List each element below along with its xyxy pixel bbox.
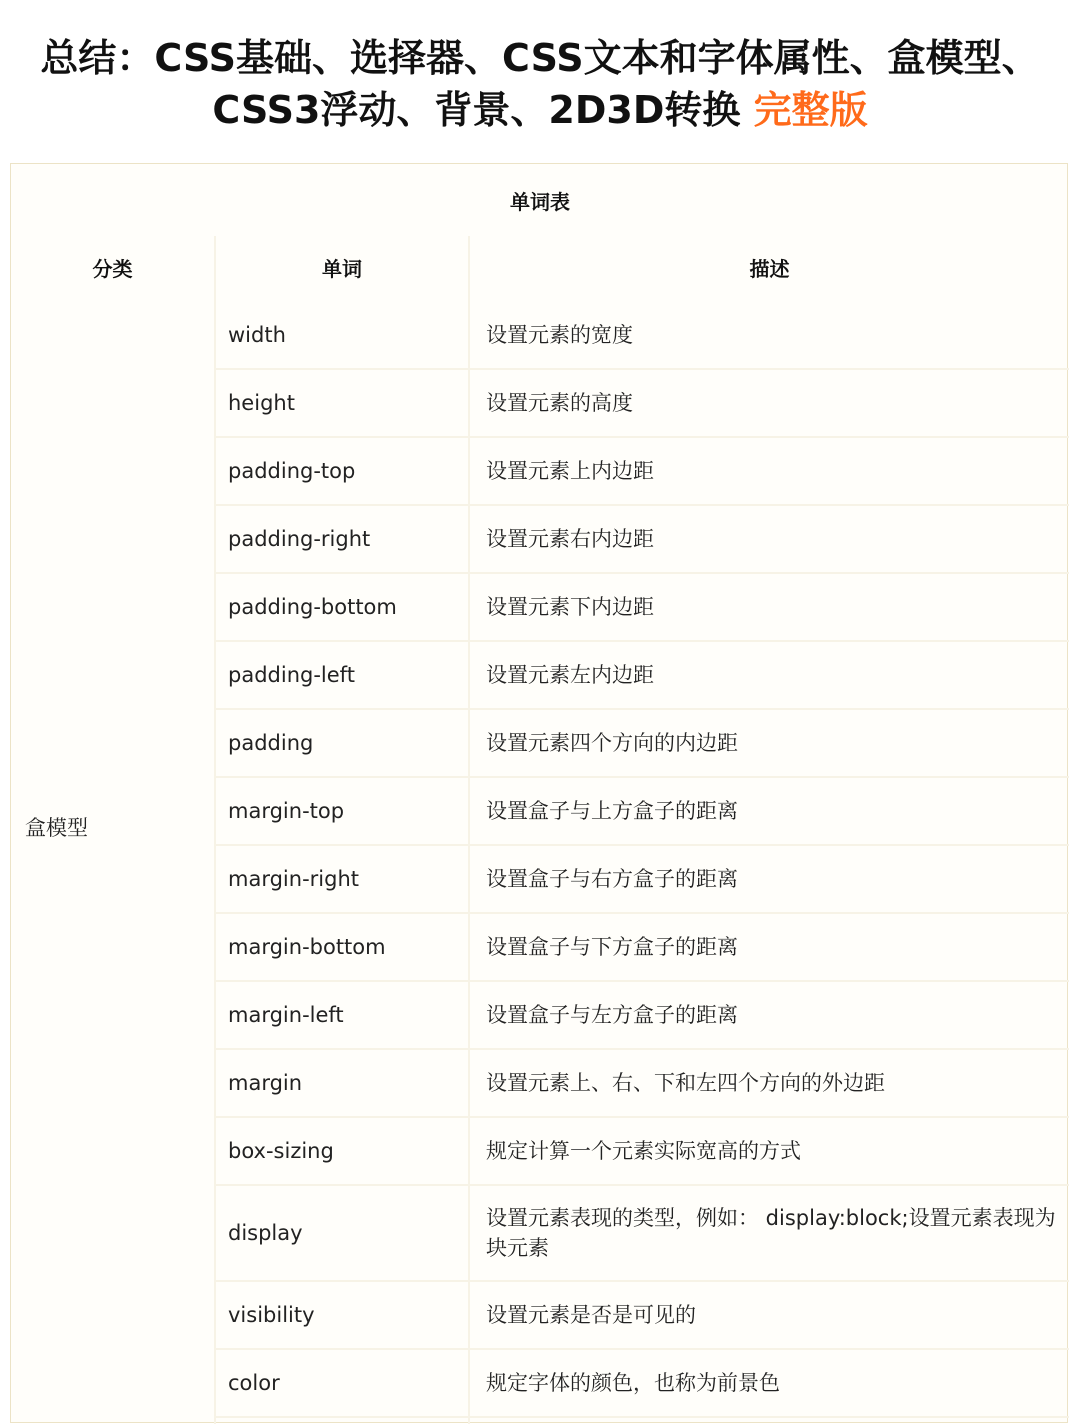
description-cell: 设置盒子与下方盒子的距离	[486, 935, 738, 959]
table-row	[216, 846, 1069, 914]
description-cell: 规定字体的颜色，也称为前景色	[486, 1371, 780, 1395]
description-cell: 设置元素左内边距	[486, 663, 654, 687]
table-row	[216, 642, 1069, 710]
description-cell: 设置元素上内边距	[486, 459, 654, 483]
table-row	[216, 914, 1069, 982]
description-cell: 规定计算一个元素实际宽高的方式	[486, 1139, 801, 1163]
word-cell: box-sizing	[228, 1139, 334, 1163]
page-title	[0, 32, 1080, 136]
header-word: 单词	[322, 257, 362, 281]
table-row	[216, 574, 1069, 642]
table-row	[216, 778, 1069, 846]
table-row	[216, 1282, 1069, 1350]
description-cell: 设置盒子与右方盒子的距离	[486, 867, 738, 891]
word-cell: display	[228, 1221, 303, 1245]
description-cell: 设置元素的宽度	[486, 323, 633, 347]
description-cell: 设置元素表现的类型，例如： display:block;设置元素表现为块元素	[486, 1206, 1056, 1260]
description-cell: 设置元素四个方向的内边距	[486, 731, 738, 755]
table-row	[216, 370, 1069, 438]
word-cell: margin	[228, 1071, 303, 1095]
table-row	[216, 1050, 1069, 1118]
table-row	[216, 1186, 1069, 1282]
word-cell: padding-top	[228, 459, 356, 483]
description-cell: 设置元素下内边距	[486, 595, 654, 619]
description-cell: 设置元素右内边距	[486, 527, 654, 551]
word-cell: width	[228, 323, 286, 347]
table-body	[216, 302, 1069, 1418]
category-cell	[11, 302, 214, 1424]
word-cell: padding-right	[228, 527, 371, 551]
description-cell: 设置盒子与上方盒子的距离	[486, 799, 738, 823]
description-cell: 设置元素的高度	[486, 391, 633, 415]
description-cell: 设置元素上、右、下和左四个方向的外边距	[486, 1071, 885, 1095]
word-cell: padding-left	[228, 663, 355, 687]
word-cell: margin-left	[228, 1003, 344, 1027]
word-cell: visibility	[228, 1303, 315, 1327]
word-cell: height	[228, 391, 295, 415]
category-label: 盒模型	[25, 816, 88, 840]
table-row	[216, 438, 1069, 506]
table-caption: 单词表	[510, 190, 570, 214]
word-cell: margin-top	[228, 799, 345, 823]
word-cell: color	[228, 1371, 280, 1395]
header-description: 描述	[749, 257, 790, 281]
table-row	[216, 982, 1069, 1050]
title-line-2-main: CSS3浮动、背景、2D3D转换	[212, 88, 741, 132]
header-category: 分类	[92, 257, 133, 281]
description-cell: 设置元素是否是可见的	[486, 1303, 696, 1327]
title-line-2	[0, 84, 1080, 136]
table-row	[216, 710, 1069, 778]
word-cell: margin-bottom	[228, 935, 386, 959]
vocabulary-table	[10, 163, 1068, 1423]
word-cell: padding-bottom	[228, 595, 397, 619]
table-row	[216, 302, 1069, 370]
title-line-1: 总结：CSS基础、选择器、CSS文本和字体属性、盒模型、	[40, 36, 1040, 80]
table-header-row	[11, 236, 1069, 302]
title-highlight: 完整版	[753, 88, 868, 132]
table-row	[216, 506, 1069, 574]
table-row	[216, 1118, 1069, 1186]
word-cell: margin-right	[228, 867, 359, 891]
description-cell: 设置盒子与左方盒子的距离	[486, 1003, 738, 1027]
word-cell: padding	[228, 731, 314, 755]
